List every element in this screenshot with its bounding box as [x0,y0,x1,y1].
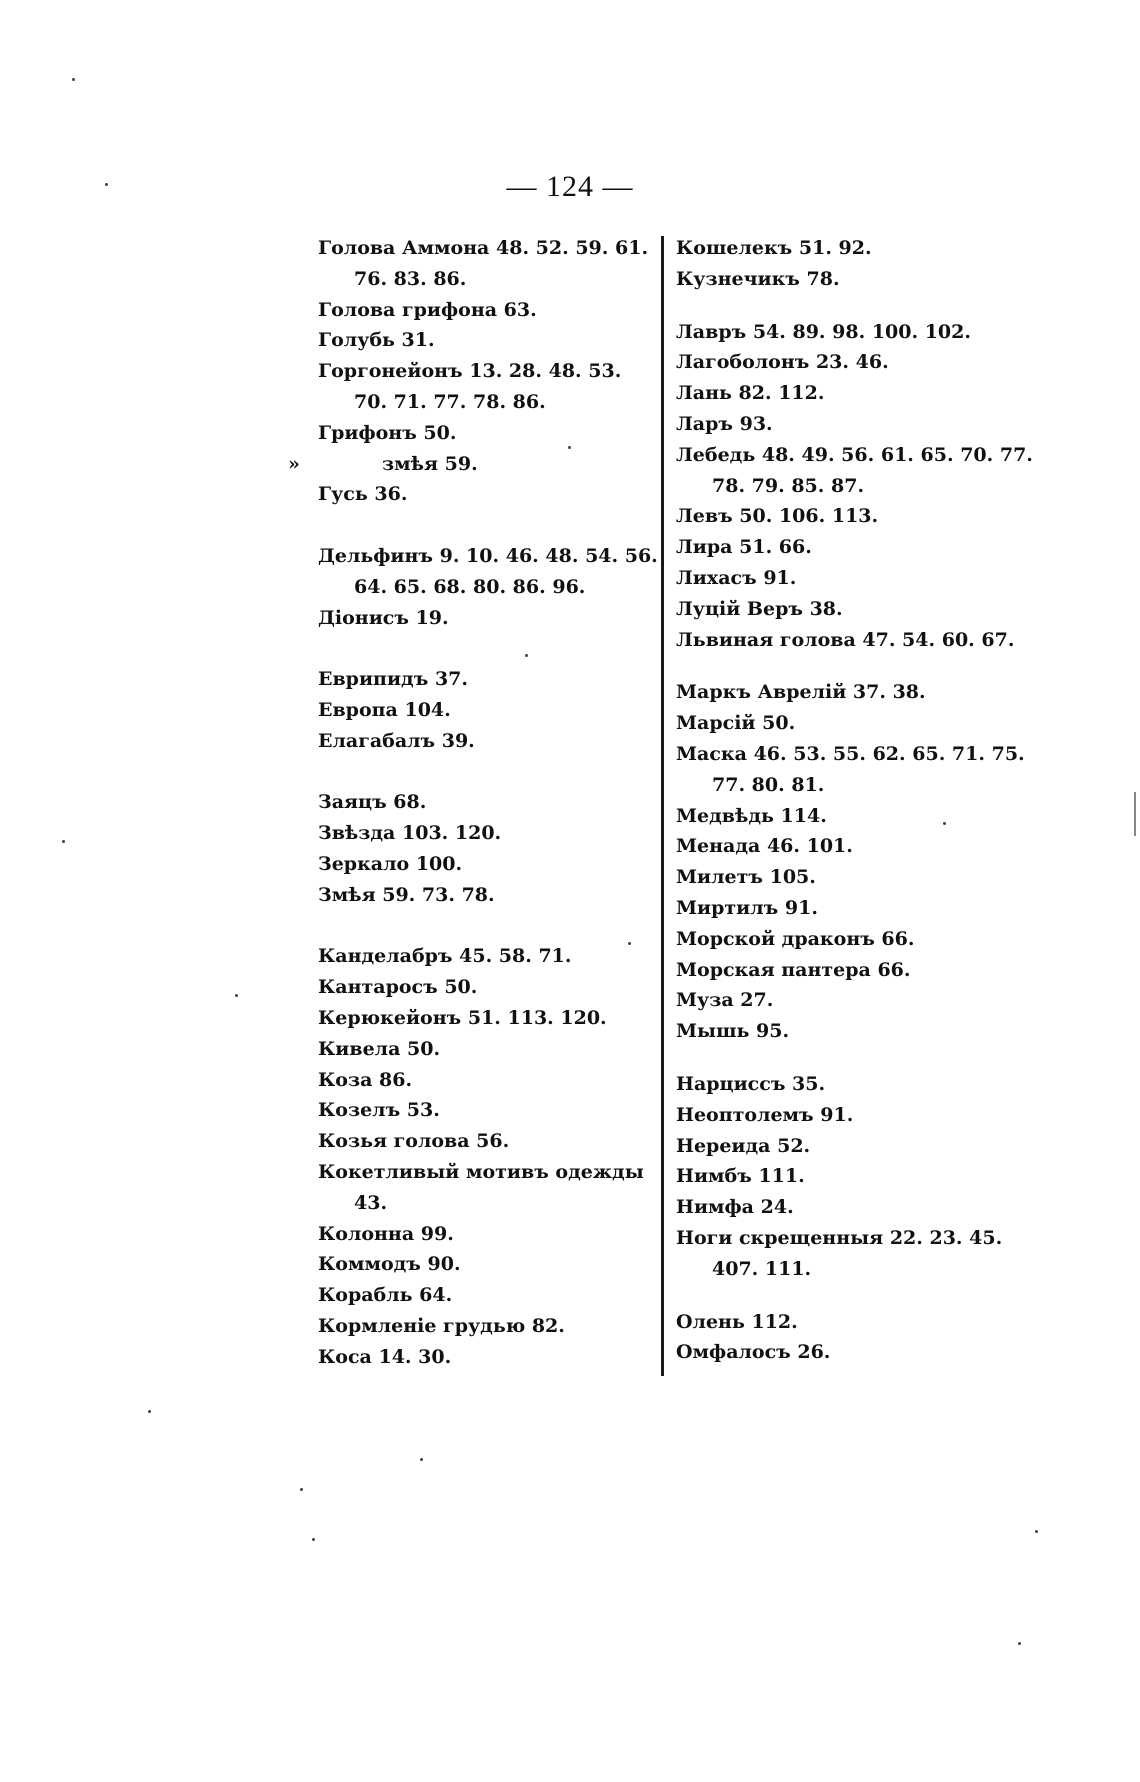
index-entry-page-refs: 56. [476,1130,510,1153]
index-entry-page-refs: 48. 52. 59. 61. 76. 83. 86. [354,237,649,290]
index-entry [676,440,1036,502]
index-entry-page-refs: 51. 113. 120. [467,1006,607,1029]
index-entry [318,1342,658,1373]
index-entry-page-refs: 52. [777,1134,811,1157]
index-entry-heading: Нимфа [676,1196,754,1219]
index-entry [318,880,658,911]
index-entry-heading: Козья голова [318,1130,470,1153]
index-entry [676,1307,1036,1338]
scan-speck [235,994,238,997]
index-entry [318,1095,658,1126]
index-entry-page-refs: 50. [407,1037,441,1060]
letter-group-gap [318,510,658,541]
index-entry-page-refs: 51. 66. [739,536,812,559]
index-entry [318,1249,658,1280]
index-entry-heading: Миртилъ [676,896,779,919]
index-entry-heading: Маска [676,742,747,765]
index-entry-heading: Звѣзда [318,822,396,845]
index-entry [318,356,658,418]
scan-speck [300,1488,303,1491]
index-entry [318,418,658,449]
letter-group-gap [676,655,1036,677]
index-entry [676,924,1036,955]
index-entry-heading: Нереида [676,1134,771,1157]
index-entry [318,664,658,695]
index-entry-page-refs: 50. [423,421,457,444]
scan-speck [420,1458,423,1461]
index-entry [676,1192,1036,1223]
index-entry-page-refs: 93. [739,412,773,435]
index-entry-heading: змѣя [382,452,439,475]
index-entry-page-refs: 63. [503,298,537,321]
index-entry [676,1100,1036,1131]
index-entry-page-refs: 91. [820,1103,854,1126]
index-entry-page-refs: 78. [806,267,840,290]
index-entry-heading: Европа [318,698,398,721]
index-entry-heading: Голова грифона [318,298,498,321]
index-entry-heading: Коммодъ [318,1253,421,1276]
index-entry-heading: Львиная голова [676,628,856,651]
index-entry-heading: Гусь [318,483,368,506]
index-entry-heading: Дельфинъ [318,544,433,567]
index-entry-page-refs: 91. [784,896,818,919]
index-entry-heading: Мышь [676,1020,750,1043]
index-entry-page-refs: 54. 89. 98. 100. 102. [752,320,971,343]
index-entry [318,1034,658,1065]
index-entry-heading: Корабль [318,1284,413,1307]
index-entry [676,862,1036,893]
index-entry-heading: Керюкейонъ [318,1006,462,1029]
index-entry-page-refs: 19. [415,606,449,629]
index-entry-heading: Кантаросъ [318,976,438,999]
index-entry-page-refs: 50. [762,712,796,735]
index-entry-heading: Нарциссъ [676,1072,786,1095]
index-entry-heading: Ноги скрещенныя [676,1226,884,1249]
index-entry-heading: Левъ [676,505,733,528]
index-entry [676,317,1036,348]
index-entry-heading: Кивела [318,1037,401,1060]
index-entry-page-refs: 48. 49. 56. 61. 65. 70. 77. 78. 79. 85. 87. [712,443,1033,497]
index-entry-page-refs: 13. 28. 48. 53. 70. 71. 77. 78. 86. [354,360,622,413]
index-entry [318,1157,658,1219]
index-entry [318,295,658,326]
index-entry [318,787,658,818]
index-entry-page-refs: 66. [877,958,911,981]
index-entry [676,708,1036,739]
index-entry-heading: Маркъ Аврелій [676,681,847,704]
index-entry-heading: Канделабръ [318,945,453,968]
index-entry-heading: Голубь [318,329,395,352]
index-entry-heading: Коза [318,1068,373,1091]
index-entry [318,941,658,972]
index-entry-page-refs: 23. 46. [815,351,889,374]
letter-group-gap [318,633,658,664]
index-entry [318,541,658,603]
index-entry-page-refs: 46. 53. 55. 62. 65. 71. 75. 77. 80. 81. [712,742,1025,796]
column-divider [661,236,664,1376]
index-entry [676,625,1036,656]
index-entry [318,1219,658,1250]
index-entry-page-refs: 114. [780,804,827,827]
index-entry-heading: Зеркало [318,852,410,875]
index-entry [318,1065,658,1096]
scan-speck [312,1538,315,1541]
index-entry-heading: Лагоболонъ [676,351,810,374]
index-entry-heading: Морской драконъ [676,927,875,950]
index-entry-heading: Нимбъ [676,1165,752,1188]
index-entry-page-refs: 38. [809,597,843,620]
index-entry-page-refs: 31. [401,329,435,352]
index-entry-page-refs: 99. [420,1222,454,1245]
index-entry-heading: Морская пантера [676,958,871,981]
scan-speck [105,183,108,186]
index-entry [676,1069,1036,1100]
index-entry [318,726,658,757]
index-entry-page-refs: 103. 120. [402,822,502,845]
index-entry-heading: Луцій Веръ [676,597,803,620]
index-entry-heading: Неоптолемъ [676,1103,814,1126]
index-entry [318,849,658,880]
ditto-mark: » [288,452,300,475]
index-entry [676,677,1036,708]
index-entry-heading: Олень [676,1310,745,1333]
index-entry-page-refs: 66. [881,927,915,950]
index-entry [676,1161,1036,1192]
index-entry-page-refs: 104. [404,698,451,721]
index-entry-page-refs: 90. [427,1253,461,1276]
index-entry-heading: Муза [676,989,734,1012]
index-entry [318,1003,658,1034]
letter-group-gap [676,1285,1036,1307]
index-entry-page-refs: 50. 106. 113. [739,505,879,528]
index-entry-heading: Колонна [318,1222,415,1245]
index-entry-heading: Кошелекъ [676,237,793,259]
index-entry [676,264,1036,295]
letter-group-gap [318,911,658,942]
scan-speck [568,446,571,449]
index-entry-page-refs: 82. [531,1314,565,1337]
index-entry-page-refs: 86. [379,1068,413,1091]
index-entry-heading: Марсій [676,712,756,735]
index-entry-heading: Елагабалъ [318,729,436,752]
index-entry-page-refs: 27. [740,989,774,1012]
index-entry-page-refs: 35. [792,1072,826,1095]
index-entry-heading: Коса [318,1345,372,1368]
index-entry-heading: Кокетливый мотивъ одежды [318,1160,644,1183]
index-entry [676,378,1036,409]
scan-speck [62,840,65,843]
scan-speck [525,654,528,657]
index-entry-page-refs: 59. 73. 78. [382,883,495,906]
index-entry-page-refs: 105. [769,866,816,889]
scan-speck [628,942,631,945]
index-column-left [288,233,658,1372]
index-entry-heading: Еврипидъ [318,668,429,691]
index-entry-page-refs: 64. [419,1284,453,1307]
index-entry [676,801,1036,832]
letter-group-gap [318,757,658,788]
index-entry [318,233,658,295]
scan-speck [943,822,946,825]
index-entry-page-refs: 47. 54. 60. 67. [862,628,1015,651]
index-entry-heading: Лебедь [676,443,756,466]
index-entry [676,501,1036,532]
index-entry-heading: Омфалосъ [676,1341,791,1364]
page-number: — 124 — [506,170,634,203]
index-entry-heading: Кузнечикъ [676,267,800,290]
index-entry-heading: Лихасъ [676,566,757,589]
index-entry [318,603,658,634]
letter-group-gap [676,295,1036,317]
index-entry-page-refs: 100. [415,852,463,875]
index-entry [676,409,1036,440]
index-entry-page-refs: 91. [763,566,797,589]
letter-group-gap [676,1047,1036,1069]
index-entry [318,695,658,726]
scan-edge-mark [1134,792,1136,836]
index-entry-heading: Медвѣдь [676,804,774,827]
scan-speck [1018,1642,1021,1645]
index-entry [288,449,658,480]
index-entry-heading: Грифонъ [318,421,417,444]
index-entry [676,1223,1036,1285]
index-entry-heading: Діонисъ [318,606,409,629]
index-entry-page-refs: 37. [434,668,468,691]
index-entry-heading: Ларъ [676,412,733,435]
index-entry [318,325,658,356]
index-entry-heading: Лира [676,536,733,559]
index-entry-page-refs: 53. [406,1099,440,1122]
index-entry [676,233,1036,264]
index-entry-heading: Горгонейонъ [318,360,463,383]
index-entry-heading: Заяцъ [318,791,387,814]
index-entry-page-refs: 26. [797,1341,831,1364]
scan-speck [72,78,75,81]
index-entry-page-refs: 39. [441,729,475,752]
index-entry-page-refs: 46. 101. [766,835,853,858]
index-entry-heading: Милетъ [676,866,763,889]
index-entry-page-refs: 9. 10. 46. 48. 54. 56. 64. 65. 68. 80. 86. 96. [354,544,658,598]
index-entry-page-refs: 68. [393,791,427,814]
index-entry-page-refs: 59. [444,452,478,475]
index-entry-heading: Кормленіе грудью [318,1314,526,1337]
index-entry [318,479,658,510]
index-entry [676,1131,1036,1162]
index-entry [676,739,1036,801]
index-entry [676,955,1036,986]
index-entry [676,347,1036,378]
index-entry [676,1016,1036,1047]
index-entry [676,532,1036,563]
index-entry-page-refs: 112. [751,1310,798,1333]
index-entry-page-refs: 82. 112. [738,382,825,405]
index-entry-heading: Менада [676,835,761,858]
index-entry-heading: Лань [676,382,732,405]
index-entry-page-refs: 45. 58. 71. [459,945,572,968]
index-entry [676,563,1036,594]
index-entry [318,1311,658,1342]
index-entry-page-refs: 111. [758,1165,805,1188]
index-entry [318,1280,658,1311]
scan-speck [1035,1530,1038,1533]
index-entry-page-refs: 22. 23. 45. 407. 111. [712,1226,1003,1280]
index-entry [318,1126,658,1157]
index-entry-heading: Змѣя [318,883,376,906]
index-entry-page-refs: 14. 30. [378,1345,452,1368]
index-column-right [676,233,1036,1368]
index-entry [676,594,1036,625]
index-entry-page-refs: 37. 38. [852,681,926,704]
index-entry [676,893,1036,924]
index-entry [676,1337,1036,1368]
index-entry-page-refs: 36. [374,483,408,506]
index-entry-heading: Козелъ [318,1099,401,1122]
index-entry-page-refs: 51. 92. [798,237,872,259]
index-entry-page-refs: 24. [760,1196,794,1219]
index-entry-heading: Голова Аммона [318,237,490,259]
index-entry [676,831,1036,862]
index-entry-page-refs: 50. [444,976,478,999]
index-entry [318,972,658,1003]
index-entry [676,985,1036,1016]
scan-speck [148,1410,151,1413]
index-entry-heading: Лавръ [676,320,747,343]
index-entry-page-refs: 43. [354,1191,388,1214]
index-entry-page-refs: 95. [756,1020,790,1043]
index-entry [318,818,658,849]
